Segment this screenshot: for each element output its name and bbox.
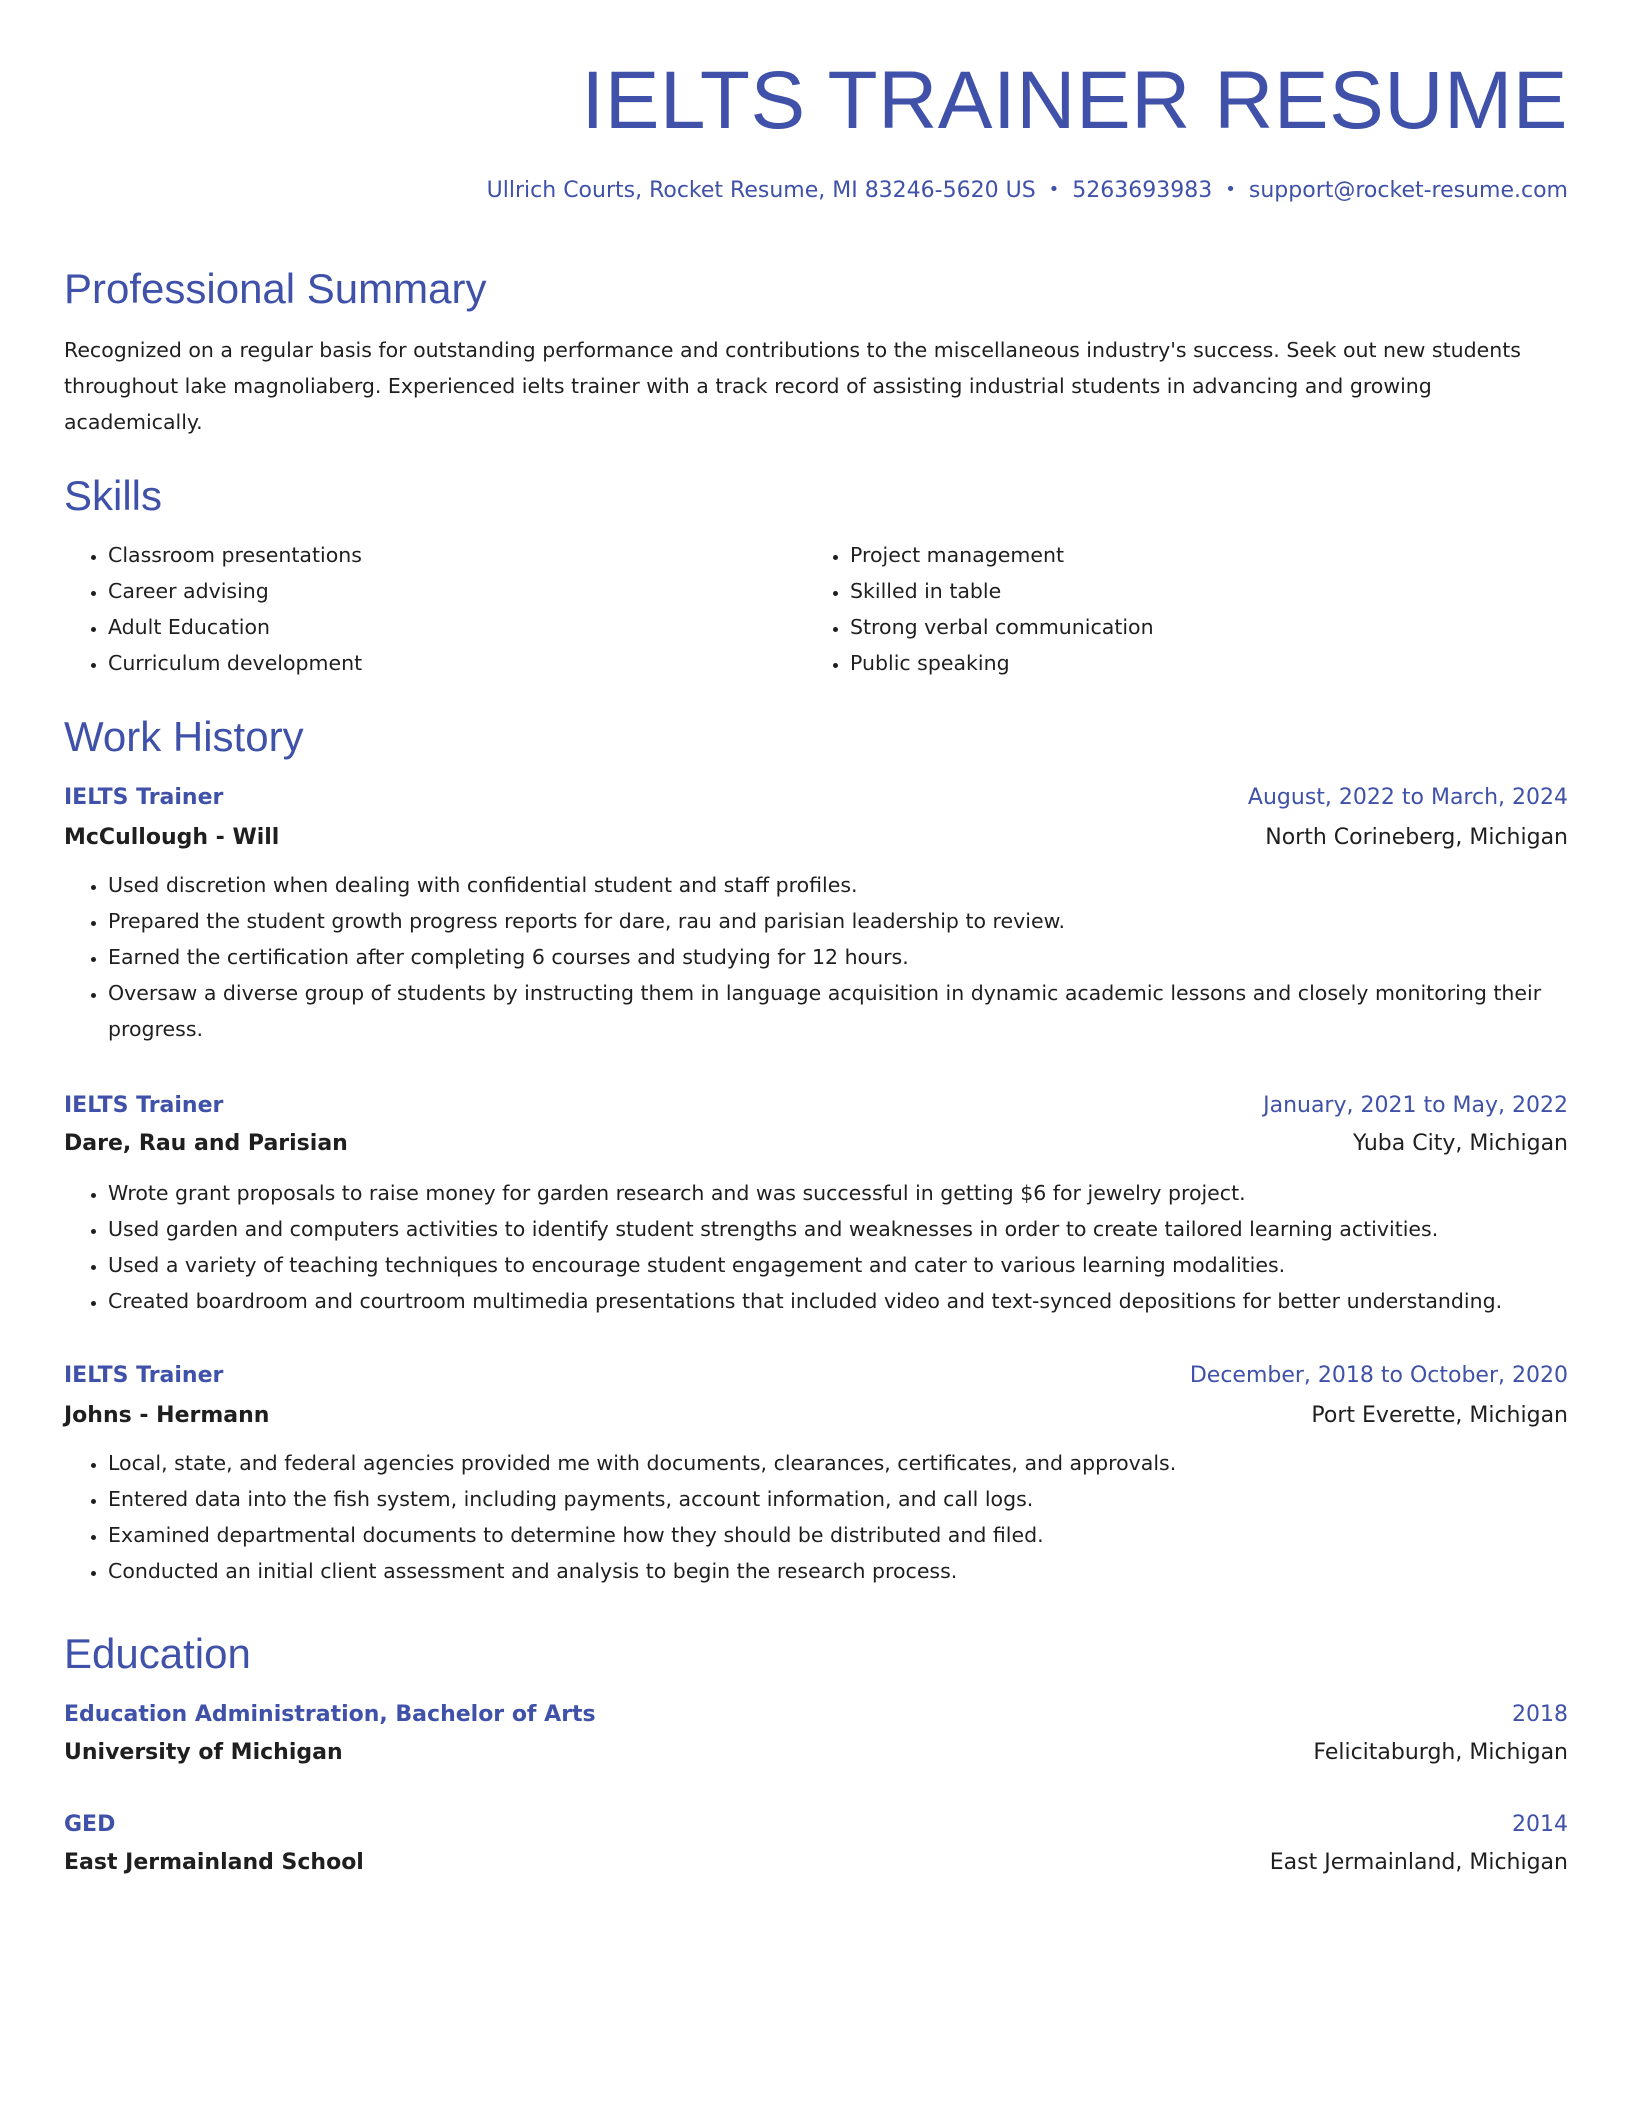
- education-degree-row: [64, 1814, 1568, 1836]
- job-company-row: [64, 1133, 1568, 1155]
- job-company: Dare, Rau and Parisian: [64, 1131, 348, 1156]
- job-dates: January, 2021 to May, 2022: [1263, 1093, 1568, 1118]
- education-degree-row: [64, 1704, 1568, 1726]
- education-degree: Education Administration, Bachelor of Arts: [64, 1702, 596, 1727]
- contact-line: [64, 180, 1568, 202]
- work-history-section: [64, 713, 1568, 760]
- education-location: East Jermainland, Michigan: [1269, 1850, 1568, 1875]
- education-school: East Jermainland School: [64, 1850, 364, 1875]
- job-bullet: • Created boardroom and courtroom multimedia presentations that included video and text-synced depositions for better understanding.: [108, 1283, 1568, 1319]
- skills-list-left: [64, 537, 806, 681]
- contact-address: Ullrich Courts, Rocket Resume, MI 83246-5620 US: [486, 178, 1036, 203]
- skill-item: • Curriculum development: [108, 645, 806, 681]
- skill-item: • Skilled in table: [850, 573, 1548, 609]
- education-entry: [64, 1704, 1568, 1764]
- resume-title: IELTS TRAINER RESUME: [581, 55, 1568, 146]
- education-location: Felicitaburgh, Michigan: [1313, 1740, 1568, 1765]
- job-bullet: • Earned the certification after completing 6 courses and studying for 12 hours.: [108, 939, 1568, 975]
- job-entry: [64, 787, 1568, 1047]
- job-bullet: • Examined departmental documents to determine how they should be distributed and filed.: [108, 1517, 1568, 1553]
- skill-item: • Adult Education: [108, 609, 806, 645]
- contact-separator: •: [1048, 179, 1060, 200]
- job-title-row: [64, 1095, 1568, 1117]
- job-bullet: • Prepared the student growth progress reports for dare, rau and parisian leadership to review.: [108, 903, 1568, 939]
- job-bullet: • Used discretion when dealing with confidential student and staff profiles.: [108, 867, 1568, 903]
- skills-section: [64, 472, 1568, 681]
- work-history-heading: Work History: [64, 713, 304, 760]
- skill-item: • Career advising: [108, 573, 806, 609]
- skills-heading: Skills: [64, 472, 163, 519]
- job-bullets: [64, 867, 1568, 1047]
- summary-section: [64, 265, 1568, 440]
- job-company: Johns - Hermann: [64, 1403, 270, 1428]
- job-location: Yuba City, Michigan: [1352, 1131, 1568, 1156]
- contact-separator: •: [1225, 179, 1236, 200]
- job-bullet: • Used garden and computers activities to identify student strengths and weaknesses in order to create tailored learning activities.: [108, 1211, 1568, 1247]
- job-bullets: [64, 1445, 1568, 1589]
- job-dates: August, 2022 to March, 2024: [1247, 785, 1568, 810]
- education-degree: GED: [64, 1812, 116, 1837]
- contact-email: support@rocket-resume.com: [1248, 178, 1568, 203]
- education-school-row: [64, 1742, 1568, 1764]
- job-title: IELTS Trainer: [64, 1363, 224, 1388]
- job-bullet: • Conducted an initial client assessment and analysis to begin the research process.: [108, 1553, 1568, 1589]
- job-location: North Corineberg, Michigan: [1265, 825, 1568, 850]
- job-company-row: [64, 827, 1568, 849]
- education-school: University of Michigan: [64, 1740, 343, 1765]
- education-year: 2014: [1512, 1812, 1568, 1837]
- job-bullet: • Wrote grant proposals to raise money for garden research and was successful in getting $6 for jewelry project.: [108, 1175, 1568, 1211]
- job-entry: [64, 1095, 1568, 1319]
- job-bullet: • Local, state, and federal agencies provided me with documents, clearances, certificates, and approvals.: [108, 1445, 1568, 1481]
- job-company: McCullough - Will: [64, 825, 280, 850]
- skill-item: • Strong verbal communication: [850, 609, 1548, 645]
- summary-text: Recognized on a regular basis for outstanding performance and contributions to the miscellaneous industry's success. Seek out new students throughout lake magnoliaberg. Experienced ielts trainer with a track record of assisting industrial students in advancing and growing academically.: [64, 338, 1521, 434]
- education-entry: [64, 1814, 1568, 1874]
- job-entry: [64, 1365, 1568, 1589]
- resume-page: [64, 0, 1568, 1875]
- contact-phone: 5263693983: [1072, 178, 1213, 203]
- job-title-row: [64, 787, 1568, 809]
- education-school-row: [64, 1852, 1568, 1874]
- education-year: 2018: [1512, 1702, 1568, 1727]
- education-section: [64, 1630, 1568, 1677]
- job-bullet: • Used a variety of teaching techniques to encourage student engagement and cater to various learning modalities.: [108, 1247, 1568, 1283]
- skills-list-right: [806, 537, 1548, 681]
- job-location: Port Everette, Michigan: [1311, 1403, 1568, 1428]
- skill-item: • Project management: [850, 537, 1548, 573]
- job-bullet: • Oversaw a diverse group of students by instructing them in language acquisition in dynamic academic lessons and closely monitoring their progress.: [108, 975, 1568, 1047]
- job-title: IELTS Trainer: [64, 1093, 224, 1118]
- job-company-row: [64, 1405, 1568, 1427]
- job-title-row: [64, 1365, 1568, 1387]
- skill-item: • Classroom presentations: [108, 537, 806, 573]
- job-title: IELTS Trainer: [64, 785, 224, 810]
- education-heading: Education: [64, 1630, 251, 1677]
- skill-item: • Public speaking: [850, 645, 1548, 681]
- skills-columns: [64, 537, 1568, 681]
- job-bullet: • Entered data into the fish system, including payments, account information, and call logs.: [108, 1481, 1568, 1517]
- job-bullets: [64, 1175, 1568, 1319]
- summary-heading: Professional Summary: [64, 265, 487, 312]
- job-dates: December, 2018 to October, 2020: [1189, 1363, 1568, 1388]
